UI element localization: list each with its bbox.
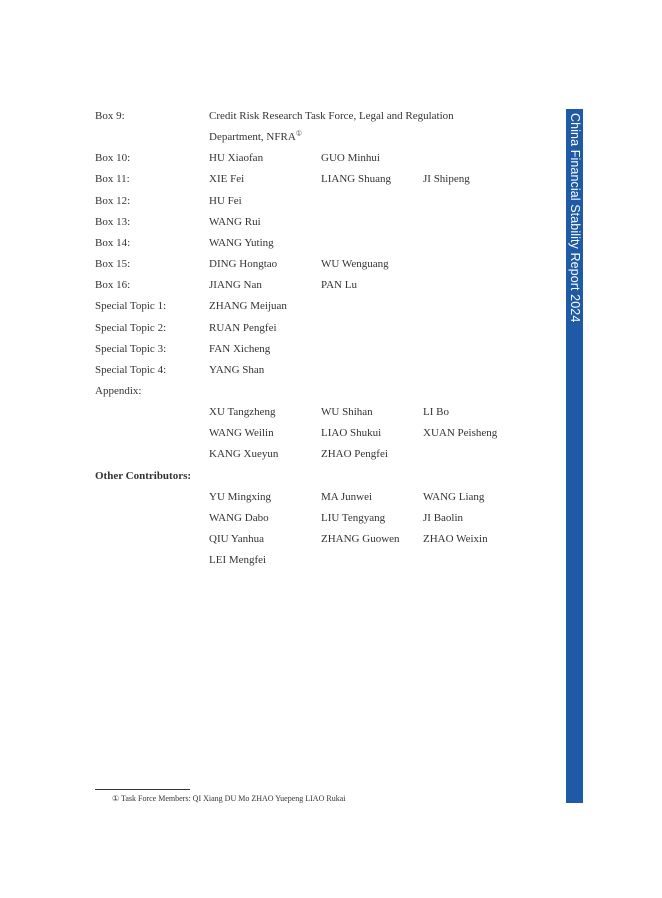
contributor-name-text: WU Shihan [321, 406, 373, 418]
contributor-name [321, 257, 389, 271]
contributor-name-text: Credit Risk Research Task Force, Legal and Regulation [209, 110, 454, 122]
contributor-name [209, 426, 274, 440]
contributor-name [423, 405, 449, 419]
contributor-name [321, 405, 373, 419]
contributor-row [0, 130, 560, 150]
contributor-row [0, 109, 560, 129]
contributor-row [0, 194, 560, 214]
contributor-row [0, 342, 560, 362]
contributor-name [209, 278, 262, 292]
contributor-name [209, 215, 261, 229]
contributor-row [0, 172, 560, 192]
contributor-name-text: LIANG Shuang [321, 173, 391, 185]
contributor-name [321, 532, 400, 546]
contributor-name [209, 405, 276, 419]
contributor-name-text: MA Junwei [321, 491, 373, 503]
contributor-name [209, 194, 242, 208]
section-label: Special Topic 3: [95, 343, 167, 355]
contributor-name [209, 109, 454, 123]
contributor-name-text: HU Fei [209, 195, 242, 207]
contributor-row [0, 490, 560, 510]
contributor-name [209, 151, 263, 165]
contributor-name-text: ZHAO Pengfei [321, 448, 388, 460]
contributor-name [209, 172, 244, 186]
contributor-name [423, 172, 470, 186]
contributor-name-text: QIU Yanhua [209, 533, 264, 545]
contributor-name [209, 130, 302, 144]
contributor-name [209, 321, 277, 335]
contributor-name [423, 426, 497, 440]
contributor-row [0, 151, 560, 171]
contributor-name-text: WANG Dabo [209, 512, 269, 524]
contributor-name-text: YU Mingxing [209, 491, 272, 503]
contributor-row [0, 426, 560, 446]
section-label: Box 12: [95, 195, 131, 207]
contributor-name [321, 278, 357, 292]
contributor-name-text: Department, NFRA [209, 131, 296, 143]
footnote-marker: ① [295, 129, 303, 138]
contributor-name [321, 447, 388, 461]
contributor-name-text: XUAN Peisheng [423, 427, 498, 439]
section-label: Box 14: [95, 237, 131, 249]
contributor-name-text: LEI Mengfei [209, 554, 267, 566]
contributor-row [0, 553, 560, 573]
contributor-name [209, 236, 274, 250]
section-label: Special Topic 2: [95, 322, 167, 334]
contributor-name [209, 511, 269, 525]
section-label: Box 16: [95, 279, 131, 291]
contributor-row [0, 363, 560, 383]
section-label: Special Topic 1: [95, 300, 167, 312]
contributor-name-text: LI Bo [423, 406, 449, 418]
contributor-name-text: WU Wenguang [321, 258, 389, 270]
contributor-name-text: RUAN Pengfei [209, 322, 277, 334]
contributor-name [209, 299, 287, 313]
contributor-name [209, 447, 278, 461]
section-label: Box 13: [95, 216, 131, 228]
contributor-name-text: WANG Rui [209, 216, 261, 228]
contributor-name-text: JI Shipeng [423, 173, 470, 185]
section-label: Box 15: [95, 258, 131, 270]
contributor-name-text: LIAO Shukui [321, 427, 382, 439]
section-label: Other Contributors: [95, 470, 192, 482]
contributor-name [423, 490, 484, 504]
contributor-name [209, 490, 271, 504]
contributor-row [0, 321, 560, 341]
contributor-row [0, 257, 560, 277]
section-label: Special Topic 4: [95, 364, 167, 376]
contributor-name [209, 342, 270, 356]
contributor-name [423, 532, 488, 546]
contributor-name-text: JIANG Nan [209, 279, 262, 291]
contributor-name-text: XIE Fei [209, 173, 245, 185]
contributor-name [209, 363, 264, 377]
contributor-name-text: ZHANG Meijuan [209, 300, 287, 312]
contributor-name-text: GUO Minhui [321, 152, 380, 164]
contributor-name-text: FAN Xicheng [209, 343, 271, 355]
contributor-name-text: LIU Tengyang [321, 512, 386, 524]
contributor-row [0, 447, 560, 467]
contributor-name-text: ZHANG Guowen [321, 533, 400, 545]
report-title-sidebar [566, 109, 583, 803]
section-label: Box 10: [95, 152, 131, 164]
contributor-row [0, 384, 560, 404]
contributor-row [0, 511, 560, 531]
contributor-name [321, 151, 380, 165]
contributor-row [0, 278, 560, 298]
contributor-name-text: WANG Weilin [209, 427, 274, 439]
contributor-name-text: HU Xiaofan [209, 152, 264, 164]
contributor-name [209, 532, 264, 546]
section-label: Box 9: [95, 110, 125, 122]
contributor-name-text: WANG Liang [423, 491, 485, 503]
contributor-name [321, 426, 381, 440]
contributor-name [209, 257, 277, 271]
contributor-name [321, 490, 372, 504]
footnote-rule [95, 789, 190, 790]
contributor-name-text: WANG Yuting [209, 237, 274, 249]
contributor-name-text: KANG Xueyun [209, 448, 279, 460]
footnote: ① Task Force Members: QI Xiang DU Mo ZHAO Yuepeng LIAO Rukai [112, 794, 346, 803]
contributor-name-text: XU Tangzheng [209, 406, 276, 418]
contributor-row [0, 405, 560, 425]
contributor-name-text: ZHAO Weixin [423, 533, 488, 545]
contributor-row [0, 469, 560, 489]
contributor-name-text: JI Baolin [423, 512, 464, 524]
section-label: Appendix: [95, 385, 142, 397]
contributor-name [321, 511, 385, 525]
contributor-name-text: DING Hongtao [209, 258, 278, 270]
contributor-name [209, 553, 266, 567]
contributor-row [0, 215, 560, 235]
contributor-row [0, 236, 560, 256]
section-label: Box 11: [95, 173, 130, 185]
contributor-row [0, 532, 560, 552]
contributor-row [0, 299, 560, 319]
contributor-name [423, 511, 463, 525]
contributor-name-text: PAN Lu [321, 279, 357, 291]
sidebar-title: China Financial Stability Report 2024 [568, 113, 582, 323]
contributor-name-text: YANG Shan [209, 364, 265, 376]
contributor-name [321, 172, 391, 186]
